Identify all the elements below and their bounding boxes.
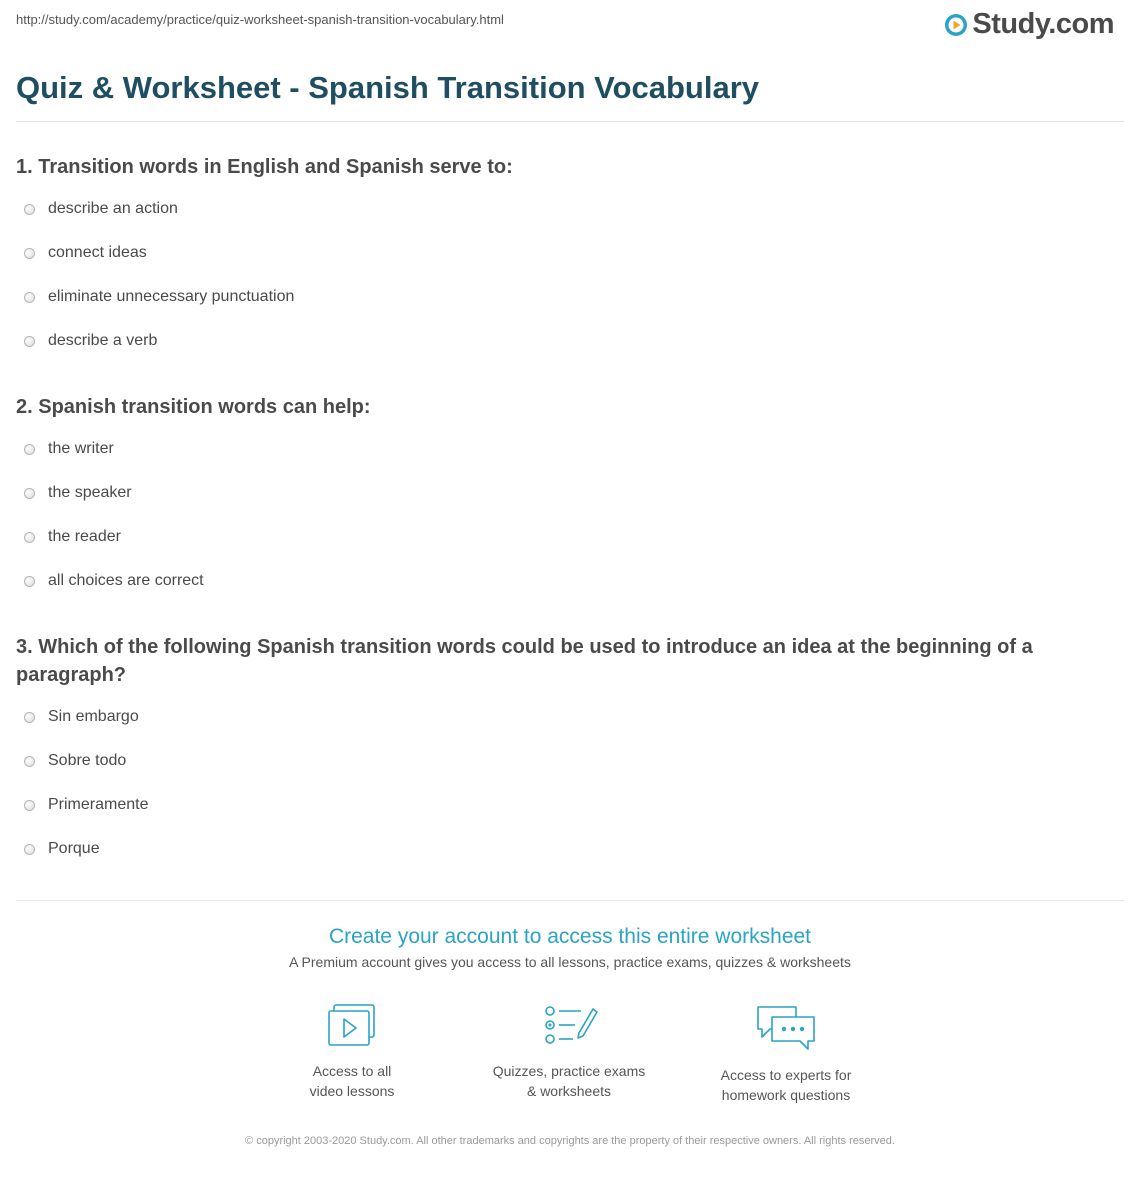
radio-button[interactable] bbox=[24, 488, 35, 499]
choice-q2-a[interactable] bbox=[24, 440, 114, 458]
choice-q1-b[interactable] bbox=[24, 244, 147, 262]
choice-q3-d[interactable] bbox=[24, 840, 100, 858]
feature-label-line2: video lessons bbox=[309, 1083, 395, 1099]
radio-button[interactable] bbox=[24, 248, 35, 259]
divider bbox=[16, 121, 1124, 122]
feature-label-line2: homework questions bbox=[721, 1087, 851, 1103]
choice-label: the speaker bbox=[48, 484, 132, 501]
choice-q1-c[interactable] bbox=[24, 288, 294, 306]
radio-button[interactable] bbox=[24, 844, 35, 855]
radio-button[interactable] bbox=[24, 712, 35, 723]
choice-label: connect ideas bbox=[48, 244, 147, 261]
page-url: http://study.com/academy/practice/quiz-worksheet-spanish-transition-vocabulary.html bbox=[16, 12, 504, 27]
choice-label: eliminate unnecessary punctuation bbox=[48, 288, 295, 305]
feature-experts bbox=[691, 1003, 881, 1105]
feature-quizzes bbox=[474, 1003, 664, 1101]
question-3-title: 3. Which of the following Spanish transition words could be used to introduce an idea at the beginning of a paragraph? bbox=[16, 636, 1033, 686]
choice-q2-d[interactable] bbox=[24, 572, 204, 590]
choice-label: the reader bbox=[48, 528, 121, 545]
divider bbox=[16, 900, 1124, 901]
choice-q1-a[interactable] bbox=[24, 200, 178, 218]
choice-label: Porque bbox=[48, 840, 100, 857]
choice-label: Sin embargo bbox=[48, 708, 139, 725]
choice-label: all choices are correct bbox=[48, 572, 204, 589]
radio-button[interactable] bbox=[24, 576, 35, 587]
choice-label: describe a verb bbox=[48, 332, 158, 349]
logo-text: Study.com bbox=[972, 8, 1114, 40]
cta-title[interactable]: Create your account to access this entire worksheet bbox=[328, 925, 812, 948]
feature-label-line1: Quizzes, practice exams bbox=[492, 1063, 646, 1079]
choice-label: Sobre todo bbox=[48, 752, 127, 769]
feature-video-lessons bbox=[257, 1003, 447, 1101]
quiz-checklist-icon bbox=[539, 1003, 599, 1049]
question-1-title: 1. Transition words in English and Spanish serve to: bbox=[16, 156, 513, 178]
choice-q2-c[interactable] bbox=[24, 528, 121, 546]
choice-label: describe an action bbox=[48, 200, 178, 217]
radio-button[interactable] bbox=[24, 292, 35, 303]
radio-button[interactable] bbox=[24, 800, 35, 811]
radio-button[interactable] bbox=[24, 204, 35, 215]
choice-q3-a[interactable] bbox=[24, 708, 139, 726]
radio-button[interactable] bbox=[24, 532, 35, 543]
feature-label-line1: Access to all bbox=[312, 1063, 392, 1079]
feature-label-line2: & worksheets bbox=[526, 1083, 612, 1099]
video-lessons-icon bbox=[326, 1003, 378, 1049]
choice-label: the writer bbox=[48, 440, 114, 457]
choice-q2-b[interactable] bbox=[24, 484, 132, 502]
page-title: Quiz & Worksheet - Spanish Transition Vocabulary bbox=[16, 70, 760, 105]
study-logo[interactable] bbox=[944, 8, 1114, 41]
chat-bubbles-icon bbox=[754, 1003, 818, 1053]
choice-label: Primeramente bbox=[48, 796, 149, 813]
radio-button[interactable] bbox=[24, 336, 35, 347]
feature-label-line1: Access to experts for bbox=[720, 1067, 852, 1083]
choice-q3-b[interactable] bbox=[24, 752, 126, 770]
question-2-title: 2. Spanish transition words can help: bbox=[16, 396, 371, 418]
choice-q1-d[interactable] bbox=[24, 332, 157, 350]
radio-button[interactable] bbox=[24, 444, 35, 455]
cta-subtitle: A Premium account gives you access to all lessons, practice exams, quizzes & worksheets bbox=[289, 954, 851, 970]
study-play-logo-icon bbox=[944, 13, 968, 37]
choice-q3-c[interactable] bbox=[24, 796, 148, 814]
copyright-notice: © copyright 2003-2020 Study.com. All other trademarks and copyrights are the property of their respective owners. All rights reserved. bbox=[245, 1135, 895, 1147]
radio-button[interactable] bbox=[24, 756, 35, 767]
